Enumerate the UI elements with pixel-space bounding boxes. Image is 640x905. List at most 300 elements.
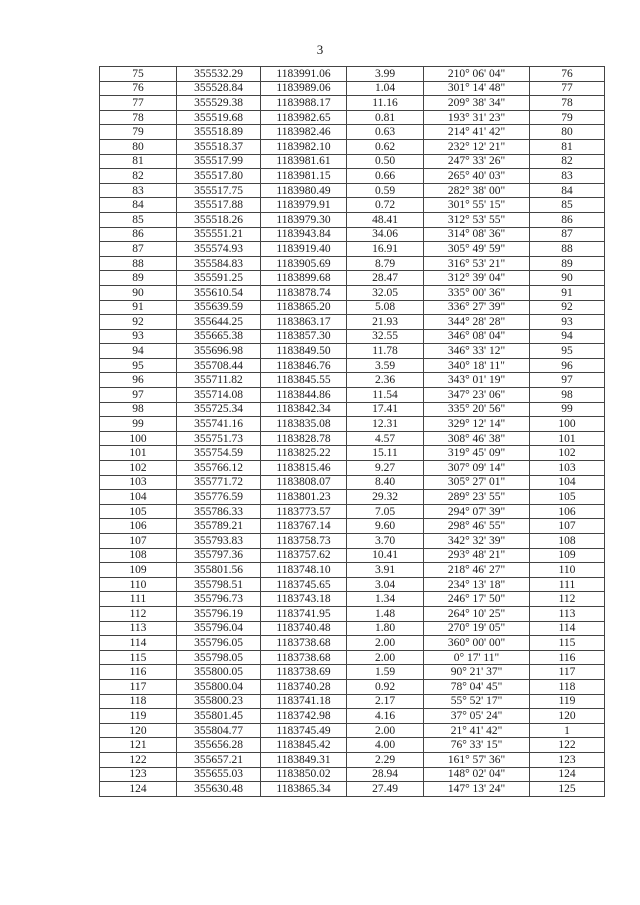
- direction-angle-cell: 342° 32' 39": [424, 534, 530, 549]
- distance-cell: 2.36: [347, 373, 424, 388]
- next-point-number-cell: 116: [530, 650, 605, 665]
- y-coordinate-cell: 1183844.86: [261, 388, 347, 403]
- x-coordinate-cell: 355517.99: [177, 154, 261, 169]
- distance-cell: 9.60: [347, 519, 424, 534]
- direction-angle-cell: 314° 08' 36": [424, 227, 530, 242]
- distance-cell: 34.06: [347, 227, 424, 242]
- table-row: [100, 709, 605, 724]
- direction-angle-cell: 264° 10' 25": [424, 606, 530, 621]
- table-row: [100, 504, 605, 519]
- page-number: 3: [316, 42, 324, 57]
- direction-angle-cell: 344° 28' 28": [424, 315, 530, 330]
- next-point-number-cell: 84: [530, 183, 605, 198]
- point-number-cell: 76: [100, 81, 177, 96]
- x-coordinate-cell: 355800.23: [177, 694, 261, 709]
- next-point-number-cell: 106: [530, 504, 605, 519]
- direction-angle-cell: 0° 17' 11": [424, 650, 530, 665]
- point-number-cell: 104: [100, 490, 177, 505]
- y-coordinate-cell: 1183825.22: [261, 446, 347, 461]
- x-coordinate-cell: 355754.59: [177, 446, 261, 461]
- direction-angle-cell: 312° 39' 04": [424, 271, 530, 286]
- distance-cell: 4.57: [347, 431, 424, 446]
- next-point-number-cell: 90: [530, 271, 605, 286]
- next-point-number-cell: 87: [530, 227, 605, 242]
- table-row: [100, 767, 605, 782]
- x-coordinate-cell: 355796.04: [177, 621, 261, 636]
- point-number-cell: 123: [100, 767, 177, 782]
- point-number-cell: 114: [100, 636, 177, 651]
- next-point-number-cell: 107: [530, 519, 605, 534]
- point-number-cell: 81: [100, 154, 177, 169]
- point-number-cell: 106: [100, 519, 177, 534]
- direction-angle-cell: 346° 33' 12": [424, 344, 530, 359]
- next-point-number-cell: 95: [530, 344, 605, 359]
- direction-angle-cell: 346° 08' 04": [424, 329, 530, 344]
- next-point-number-cell: 104: [530, 475, 605, 490]
- y-coordinate-cell: 1183757.62: [261, 548, 347, 563]
- direction-angle-cell: 246° 17' 50": [424, 592, 530, 607]
- direction-angle-cell: 343° 01' 19": [424, 373, 530, 388]
- direction-angle-cell: 209° 38' 34": [424, 96, 530, 111]
- distance-cell: 11.78: [347, 344, 424, 359]
- next-point-number-cell: 109: [530, 548, 605, 563]
- next-point-number-cell: 100: [530, 417, 605, 432]
- distance-cell: 8.40: [347, 475, 424, 490]
- point-number-cell: 115: [100, 650, 177, 665]
- table-row: [100, 256, 605, 271]
- distance-cell: 48.41: [347, 212, 424, 227]
- point-number-cell: 86: [100, 227, 177, 242]
- table-row: [100, 183, 605, 198]
- next-point-number-cell: 122: [530, 738, 605, 753]
- x-coordinate-cell: 355796.19: [177, 606, 261, 621]
- direction-angle-cell: 37° 05' 24": [424, 709, 530, 724]
- direction-angle-cell: 335° 00' 36": [424, 285, 530, 300]
- x-coordinate-cell: 355551.21: [177, 227, 261, 242]
- distance-cell: 5.08: [347, 300, 424, 315]
- y-coordinate-cell: 1183738.68: [261, 650, 347, 665]
- point-number-cell: 101: [100, 446, 177, 461]
- y-coordinate-cell: 1183758.73: [261, 534, 347, 549]
- table-row: [100, 67, 605, 82]
- distance-cell: 7.05: [347, 504, 424, 519]
- point-number-cell: 121: [100, 738, 177, 753]
- next-point-number-cell: 103: [530, 461, 605, 476]
- x-coordinate-cell: 355804.77: [177, 723, 261, 738]
- distance-cell: 1.80: [347, 621, 424, 636]
- table-row: [100, 738, 605, 753]
- next-point-number-cell: 78: [530, 96, 605, 111]
- point-number-cell: 79: [100, 125, 177, 140]
- next-point-number-cell: 112: [530, 592, 605, 607]
- x-coordinate-cell: 355657.21: [177, 752, 261, 767]
- next-point-number-cell: 108: [530, 534, 605, 549]
- direction-angle-cell: 148° 02' 04": [424, 767, 530, 782]
- point-number-cell: 124: [100, 782, 177, 797]
- table-body: [100, 67, 605, 797]
- distance-cell: 32.55: [347, 329, 424, 344]
- x-coordinate-cell: 355797.36: [177, 548, 261, 563]
- point-number-cell: 120: [100, 723, 177, 738]
- distance-cell: 11.16: [347, 96, 424, 111]
- point-number-cell: 119: [100, 709, 177, 724]
- direction-angle-cell: 214° 41' 42": [424, 125, 530, 140]
- point-number-cell: 92: [100, 315, 177, 330]
- next-point-number-cell: 88: [530, 242, 605, 257]
- direction-angle-cell: 210° 06' 04": [424, 67, 530, 82]
- distance-cell: 3.91: [347, 563, 424, 578]
- table-row: [100, 96, 605, 111]
- direction-angle-cell: 301° 55' 15": [424, 198, 530, 213]
- next-point-number-cell: 101: [530, 431, 605, 446]
- distance-cell: 1.34: [347, 592, 424, 607]
- distance-cell: 28.94: [347, 767, 424, 782]
- direction-angle-cell: 147° 13' 24": [424, 782, 530, 797]
- point-number-cell: 109: [100, 563, 177, 578]
- next-point-number-cell: 81: [530, 139, 605, 154]
- distance-cell: 29.32: [347, 490, 424, 505]
- distance-cell: 1.48: [347, 606, 424, 621]
- distance-cell: 0.66: [347, 169, 424, 184]
- x-coordinate-cell: 355711.82: [177, 373, 261, 388]
- y-coordinate-cell: 1183982.10: [261, 139, 347, 154]
- table-row: [100, 139, 605, 154]
- x-coordinate-cell: 355532.29: [177, 67, 261, 82]
- y-coordinate-cell: 1183743.18: [261, 592, 347, 607]
- x-coordinate-cell: 355798.05: [177, 650, 261, 665]
- table-row: [100, 315, 605, 330]
- next-point-number-cell: 113: [530, 606, 605, 621]
- distance-cell: 16.91: [347, 242, 424, 257]
- point-number-cell: 108: [100, 548, 177, 563]
- direction-angle-cell: 289° 23' 55": [424, 490, 530, 505]
- point-number-cell: 90: [100, 285, 177, 300]
- x-coordinate-cell: 355800.05: [177, 665, 261, 680]
- y-coordinate-cell: 1183748.10: [261, 563, 347, 578]
- table-row: [100, 271, 605, 286]
- direction-angle-cell: 347° 23' 06": [424, 388, 530, 403]
- table-row: [100, 519, 605, 534]
- point-number-cell: 112: [100, 606, 177, 621]
- direction-angle-cell: 336° 27' 39": [424, 300, 530, 315]
- table-row: [100, 723, 605, 738]
- table-row: [100, 548, 605, 563]
- table-row: [100, 636, 605, 651]
- y-coordinate-cell: 1183815.46: [261, 461, 347, 476]
- distance-cell: 11.54: [347, 388, 424, 403]
- distance-cell: 3.59: [347, 358, 424, 373]
- distance-cell: 0.59: [347, 183, 424, 198]
- next-point-number-cell: 105: [530, 490, 605, 505]
- next-point-number-cell: 89: [530, 256, 605, 271]
- y-coordinate-cell: 1183991.06: [261, 67, 347, 82]
- y-coordinate-cell: 1183745.65: [261, 577, 347, 592]
- x-coordinate-cell: 355741.16: [177, 417, 261, 432]
- coordinates-table: [99, 66, 605, 797]
- table-row: [100, 417, 605, 432]
- direction-angle-cell: 270° 19' 05": [424, 621, 530, 636]
- point-number-cell: 117: [100, 679, 177, 694]
- direction-angle-cell: 21° 41' 42": [424, 723, 530, 738]
- next-point-number-cell: 120: [530, 709, 605, 724]
- y-coordinate-cell: 1183857.30: [261, 329, 347, 344]
- direction-angle-cell: 265° 40' 03": [424, 169, 530, 184]
- direction-angle-cell: 319° 45' 09": [424, 446, 530, 461]
- table-row: [100, 388, 605, 403]
- table-row: [100, 81, 605, 96]
- point-number-cell: 105: [100, 504, 177, 519]
- direction-angle-cell: 161° 57' 36": [424, 752, 530, 767]
- point-number-cell: 122: [100, 752, 177, 767]
- point-number-cell: 87: [100, 242, 177, 257]
- direction-angle-cell: 360° 00' 00": [424, 636, 530, 651]
- point-number-cell: 96: [100, 373, 177, 388]
- distance-cell: 2.00: [347, 650, 424, 665]
- table-row: [100, 446, 605, 461]
- y-coordinate-cell: 1183846.76: [261, 358, 347, 373]
- y-coordinate-cell: 1183740.48: [261, 621, 347, 636]
- point-number-cell: 83: [100, 183, 177, 198]
- x-coordinate-cell: 355517.88: [177, 198, 261, 213]
- next-point-number-cell: 125: [530, 782, 605, 797]
- distance-cell: 0.72: [347, 198, 424, 213]
- point-number-cell: 110: [100, 577, 177, 592]
- y-coordinate-cell: 1183919.40: [261, 242, 347, 257]
- distance-cell: 9.27: [347, 461, 424, 476]
- point-number-cell: 82: [100, 169, 177, 184]
- point-number-cell: 118: [100, 694, 177, 709]
- x-coordinate-cell: 355725.34: [177, 402, 261, 417]
- y-coordinate-cell: 1183773.57: [261, 504, 347, 519]
- distance-cell: 8.79: [347, 256, 424, 271]
- table-row: [100, 650, 605, 665]
- table-row: [100, 154, 605, 169]
- distance-cell: 10.41: [347, 548, 424, 563]
- y-coordinate-cell: 1183979.30: [261, 212, 347, 227]
- x-coordinate-cell: 355517.75: [177, 183, 261, 198]
- y-coordinate-cell: 1183745.49: [261, 723, 347, 738]
- next-point-number-cell: 118: [530, 679, 605, 694]
- point-number-cell: 113: [100, 621, 177, 636]
- y-coordinate-cell: 1183742.98: [261, 709, 347, 724]
- distance-cell: 32.05: [347, 285, 424, 300]
- y-coordinate-cell: 1183738.69: [261, 665, 347, 680]
- table-row: [100, 461, 605, 476]
- direction-angle-cell: 294° 07' 39": [424, 504, 530, 519]
- table-row: [100, 242, 605, 257]
- next-point-number-cell: 115: [530, 636, 605, 651]
- point-number-cell: 111: [100, 592, 177, 607]
- point-number-cell: 99: [100, 417, 177, 432]
- next-point-number-cell: 82: [530, 154, 605, 169]
- next-point-number-cell: 80: [530, 125, 605, 140]
- y-coordinate-cell: 1183981.15: [261, 169, 347, 184]
- y-coordinate-cell: 1183740.28: [261, 679, 347, 694]
- direction-angle-cell: 316° 53' 21": [424, 256, 530, 271]
- y-coordinate-cell: 1183741.18: [261, 694, 347, 709]
- x-coordinate-cell: 355766.12: [177, 461, 261, 476]
- x-coordinate-cell: 355786.33: [177, 504, 261, 519]
- y-coordinate-cell: 1183980.49: [261, 183, 347, 198]
- table-row: [100, 344, 605, 359]
- table-row: [100, 752, 605, 767]
- next-point-number-cell: 85: [530, 198, 605, 213]
- y-coordinate-cell: 1183982.65: [261, 110, 347, 125]
- x-coordinate-cell: 355800.04: [177, 679, 261, 694]
- distance-cell: 3.70: [347, 534, 424, 549]
- distance-cell: 12.31: [347, 417, 424, 432]
- y-coordinate-cell: 1183842.34: [261, 402, 347, 417]
- direction-angle-cell: 247° 33' 26": [424, 154, 530, 169]
- y-coordinate-cell: 1183905.69: [261, 256, 347, 271]
- y-coordinate-cell: 1183863.17: [261, 315, 347, 330]
- y-coordinate-cell: 1183741.95: [261, 606, 347, 621]
- direction-angle-cell: 329° 12' 14": [424, 417, 530, 432]
- direction-angle-cell: 298° 46' 55": [424, 519, 530, 534]
- distance-cell: 27.49: [347, 782, 424, 797]
- point-number-cell: 98: [100, 402, 177, 417]
- distance-cell: 2.00: [347, 723, 424, 738]
- direction-angle-cell: 305° 49' 59": [424, 242, 530, 257]
- x-coordinate-cell: 355776.59: [177, 490, 261, 505]
- direction-angle-cell: 340° 18' 11": [424, 358, 530, 373]
- point-number-cell: 85: [100, 212, 177, 227]
- x-coordinate-cell: 355655.03: [177, 767, 261, 782]
- point-number-cell: 102: [100, 461, 177, 476]
- x-coordinate-cell: 355771.72: [177, 475, 261, 490]
- table-row: [100, 679, 605, 694]
- table-row: [100, 198, 605, 213]
- y-coordinate-cell: 1183850.02: [261, 767, 347, 782]
- direction-angle-cell: 307° 09' 14": [424, 461, 530, 476]
- x-coordinate-cell: 355714.08: [177, 388, 261, 403]
- distance-cell: 2.29: [347, 752, 424, 767]
- y-coordinate-cell: 1183767.14: [261, 519, 347, 534]
- table-row: [100, 475, 605, 490]
- direction-angle-cell: 301° 14' 48": [424, 81, 530, 96]
- next-point-number-cell: 76: [530, 67, 605, 82]
- x-coordinate-cell: 355696.98: [177, 344, 261, 359]
- y-coordinate-cell: 1183849.31: [261, 752, 347, 767]
- next-point-number-cell: 96: [530, 358, 605, 373]
- distance-cell: 0.50: [347, 154, 424, 169]
- table-row: [100, 694, 605, 709]
- y-coordinate-cell: 1183981.61: [261, 154, 347, 169]
- distance-cell: 4.16: [347, 709, 424, 724]
- point-number-cell: 116: [100, 665, 177, 680]
- direction-angle-cell: 232° 12' 21": [424, 139, 530, 154]
- direction-angle-cell: 308° 46' 38": [424, 431, 530, 446]
- table-row: [100, 606, 605, 621]
- point-number-cell: 95: [100, 358, 177, 373]
- table-row: [100, 592, 605, 607]
- point-number-cell: 93: [100, 329, 177, 344]
- next-point-number-cell: 83: [530, 169, 605, 184]
- x-coordinate-cell: 355518.89: [177, 125, 261, 140]
- table-row: [100, 125, 605, 140]
- next-point-number-cell: 117: [530, 665, 605, 680]
- next-point-number-cell: 97: [530, 373, 605, 388]
- y-coordinate-cell: 1183845.55: [261, 373, 347, 388]
- distance-cell: 1.04: [347, 81, 424, 96]
- table-row: [100, 169, 605, 184]
- direction-angle-cell: 55° 52' 17": [424, 694, 530, 709]
- y-coordinate-cell: 1183849.50: [261, 344, 347, 359]
- y-coordinate-cell: 1183865.20: [261, 300, 347, 315]
- x-coordinate-cell: 355656.28: [177, 738, 261, 753]
- x-coordinate-cell: 355639.59: [177, 300, 261, 315]
- x-coordinate-cell: 355528.84: [177, 81, 261, 96]
- x-coordinate-cell: 355798.51: [177, 577, 261, 592]
- next-point-number-cell: 1: [530, 723, 605, 738]
- distance-cell: 0.92: [347, 679, 424, 694]
- table-row: [100, 329, 605, 344]
- point-number-cell: 103: [100, 475, 177, 490]
- next-point-number-cell: 111: [530, 577, 605, 592]
- table-row: [100, 285, 605, 300]
- next-point-number-cell: 79: [530, 110, 605, 125]
- direction-angle-cell: 90° 21' 37": [424, 665, 530, 680]
- next-point-number-cell: 102: [530, 446, 605, 461]
- table-row: [100, 534, 605, 549]
- x-coordinate-cell: 355801.45: [177, 709, 261, 724]
- direction-angle-cell: 76° 33' 15": [424, 738, 530, 753]
- y-coordinate-cell: 1183943.84: [261, 227, 347, 242]
- distance-cell: 17.41: [347, 402, 424, 417]
- point-number-cell: 77: [100, 96, 177, 111]
- x-coordinate-cell: 355518.26: [177, 212, 261, 227]
- distance-cell: 4.00: [347, 738, 424, 753]
- distance-cell: 0.63: [347, 125, 424, 140]
- table-row: [100, 782, 605, 797]
- direction-angle-cell: 234° 13' 18": [424, 577, 530, 592]
- point-number-cell: 84: [100, 198, 177, 213]
- distance-cell: 28.47: [347, 271, 424, 286]
- table-row: [100, 358, 605, 373]
- y-coordinate-cell: 1183899.68: [261, 271, 347, 286]
- x-coordinate-cell: 355584.83: [177, 256, 261, 271]
- next-point-number-cell: 94: [530, 329, 605, 344]
- next-point-number-cell: 110: [530, 563, 605, 578]
- y-coordinate-cell: 1183808.07: [261, 475, 347, 490]
- x-coordinate-cell: 355789.21: [177, 519, 261, 534]
- distance-cell: 15.11: [347, 446, 424, 461]
- x-coordinate-cell: 355591.25: [177, 271, 261, 286]
- direction-angle-cell: 312° 53' 55": [424, 212, 530, 227]
- point-number-cell: 89: [100, 271, 177, 286]
- x-coordinate-cell: 355610.54: [177, 285, 261, 300]
- x-coordinate-cell: 355796.05: [177, 636, 261, 651]
- point-number-cell: 107: [100, 534, 177, 549]
- table-row: [100, 373, 605, 388]
- table-row: [100, 227, 605, 242]
- x-coordinate-cell: 355519.68: [177, 110, 261, 125]
- table-row: [100, 490, 605, 505]
- distance-cell: 3.99: [347, 67, 424, 82]
- y-coordinate-cell: 1183835.08: [261, 417, 347, 432]
- direction-angle-cell: 218° 46' 27": [424, 563, 530, 578]
- distance-cell: 0.62: [347, 139, 424, 154]
- x-coordinate-cell: 355518.37: [177, 139, 261, 154]
- y-coordinate-cell: 1183801.23: [261, 490, 347, 505]
- point-number-cell: 97: [100, 388, 177, 403]
- next-point-number-cell: 92: [530, 300, 605, 315]
- next-point-number-cell: 86: [530, 212, 605, 227]
- table-row: [100, 402, 605, 417]
- next-point-number-cell: 124: [530, 767, 605, 782]
- table-row: [100, 563, 605, 578]
- distance-cell: 1.59: [347, 665, 424, 680]
